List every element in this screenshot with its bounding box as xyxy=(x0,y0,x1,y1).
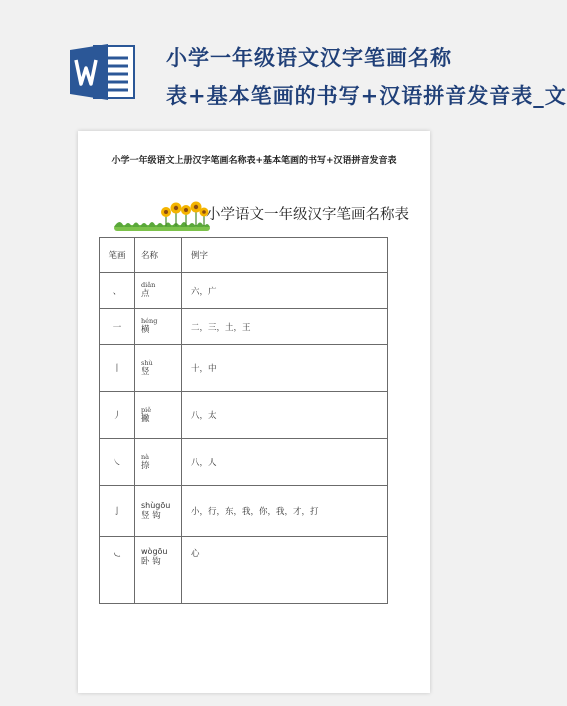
header-stroke: 笔画 xyxy=(100,238,135,273)
word-document-icon xyxy=(68,42,136,102)
stroke-name-cell xyxy=(135,486,182,537)
stroke-name-cell xyxy=(135,273,182,309)
stroke-name: 撇 xyxy=(141,413,150,424)
pinyin: diǎn xyxy=(141,281,156,289)
stroke-name: 点 xyxy=(141,289,150,299)
example-chars: 心 xyxy=(182,537,388,604)
pinyin: shù xyxy=(141,358,153,367)
sunflower-decoration xyxy=(114,199,210,231)
table-row xyxy=(100,439,388,486)
stroke-name: 横 xyxy=(141,325,150,335)
example-chars: 八，人 xyxy=(182,439,388,486)
table-row xyxy=(100,273,388,309)
table-header-row xyxy=(100,238,388,273)
pinyin: wògōu xyxy=(141,547,168,556)
table-row xyxy=(100,309,388,345)
example-chars: 二，三，土，王 xyxy=(182,309,388,345)
header-name: 名称 xyxy=(135,238,182,273)
pinyin: héng xyxy=(141,317,158,325)
stroke-glyph: 、 xyxy=(100,273,135,309)
example-chars: 十，中 xyxy=(182,345,388,392)
stroke-glyph: ㇏ xyxy=(100,439,135,486)
pinyin: shùgōu xyxy=(141,500,171,510)
table-row xyxy=(100,537,388,604)
example-chars: 小，行，东，我，你，我，才，打 xyxy=(182,486,388,537)
header-examples: 例字 xyxy=(182,238,388,273)
pinyin: nà xyxy=(141,452,150,461)
stroke-name: 卧 钩 xyxy=(141,557,161,567)
stroke-glyph: 丿 xyxy=(100,392,135,439)
header xyxy=(0,0,567,130)
stroke-name-cell xyxy=(135,537,182,604)
stroke-glyph: 亅 xyxy=(100,486,135,537)
page-title-line-1: 小学一年级语文汉字笔画名称 xyxy=(166,45,452,70)
pinyin: piě xyxy=(141,405,152,414)
table-title: 小学语文一年级汉字笔画名称表 xyxy=(206,207,409,223)
stroke-glyph: ㇃ xyxy=(100,537,135,604)
stroke-name-cell xyxy=(135,439,182,486)
stroke-glyph: 丨 xyxy=(100,345,135,392)
page-title-line-2: 表+基本笔画的书写+汉语拼音发音表_文 xyxy=(166,83,567,108)
stroke-glyph: 一 xyxy=(100,309,135,345)
table-row xyxy=(100,392,388,439)
stroke-name: 竖 xyxy=(141,366,150,377)
document-page xyxy=(78,131,430,693)
stroke-name-cell xyxy=(135,345,182,392)
table-row xyxy=(100,345,388,392)
stroke-name: 捺 xyxy=(141,460,150,471)
table-row xyxy=(100,486,388,537)
stroke-name-table xyxy=(99,237,388,604)
example-chars: 八，太 xyxy=(182,392,388,439)
stroke-name-cell xyxy=(135,309,182,345)
stroke-name-cell xyxy=(135,392,182,439)
document-heading: 小学一年级语文上册汉字笔画名称表+基本笔画的书写+汉语拼音发音表 xyxy=(111,156,397,166)
example-chars: 六，广 xyxy=(182,273,388,309)
stroke-name: 竖 钩 xyxy=(141,510,161,521)
